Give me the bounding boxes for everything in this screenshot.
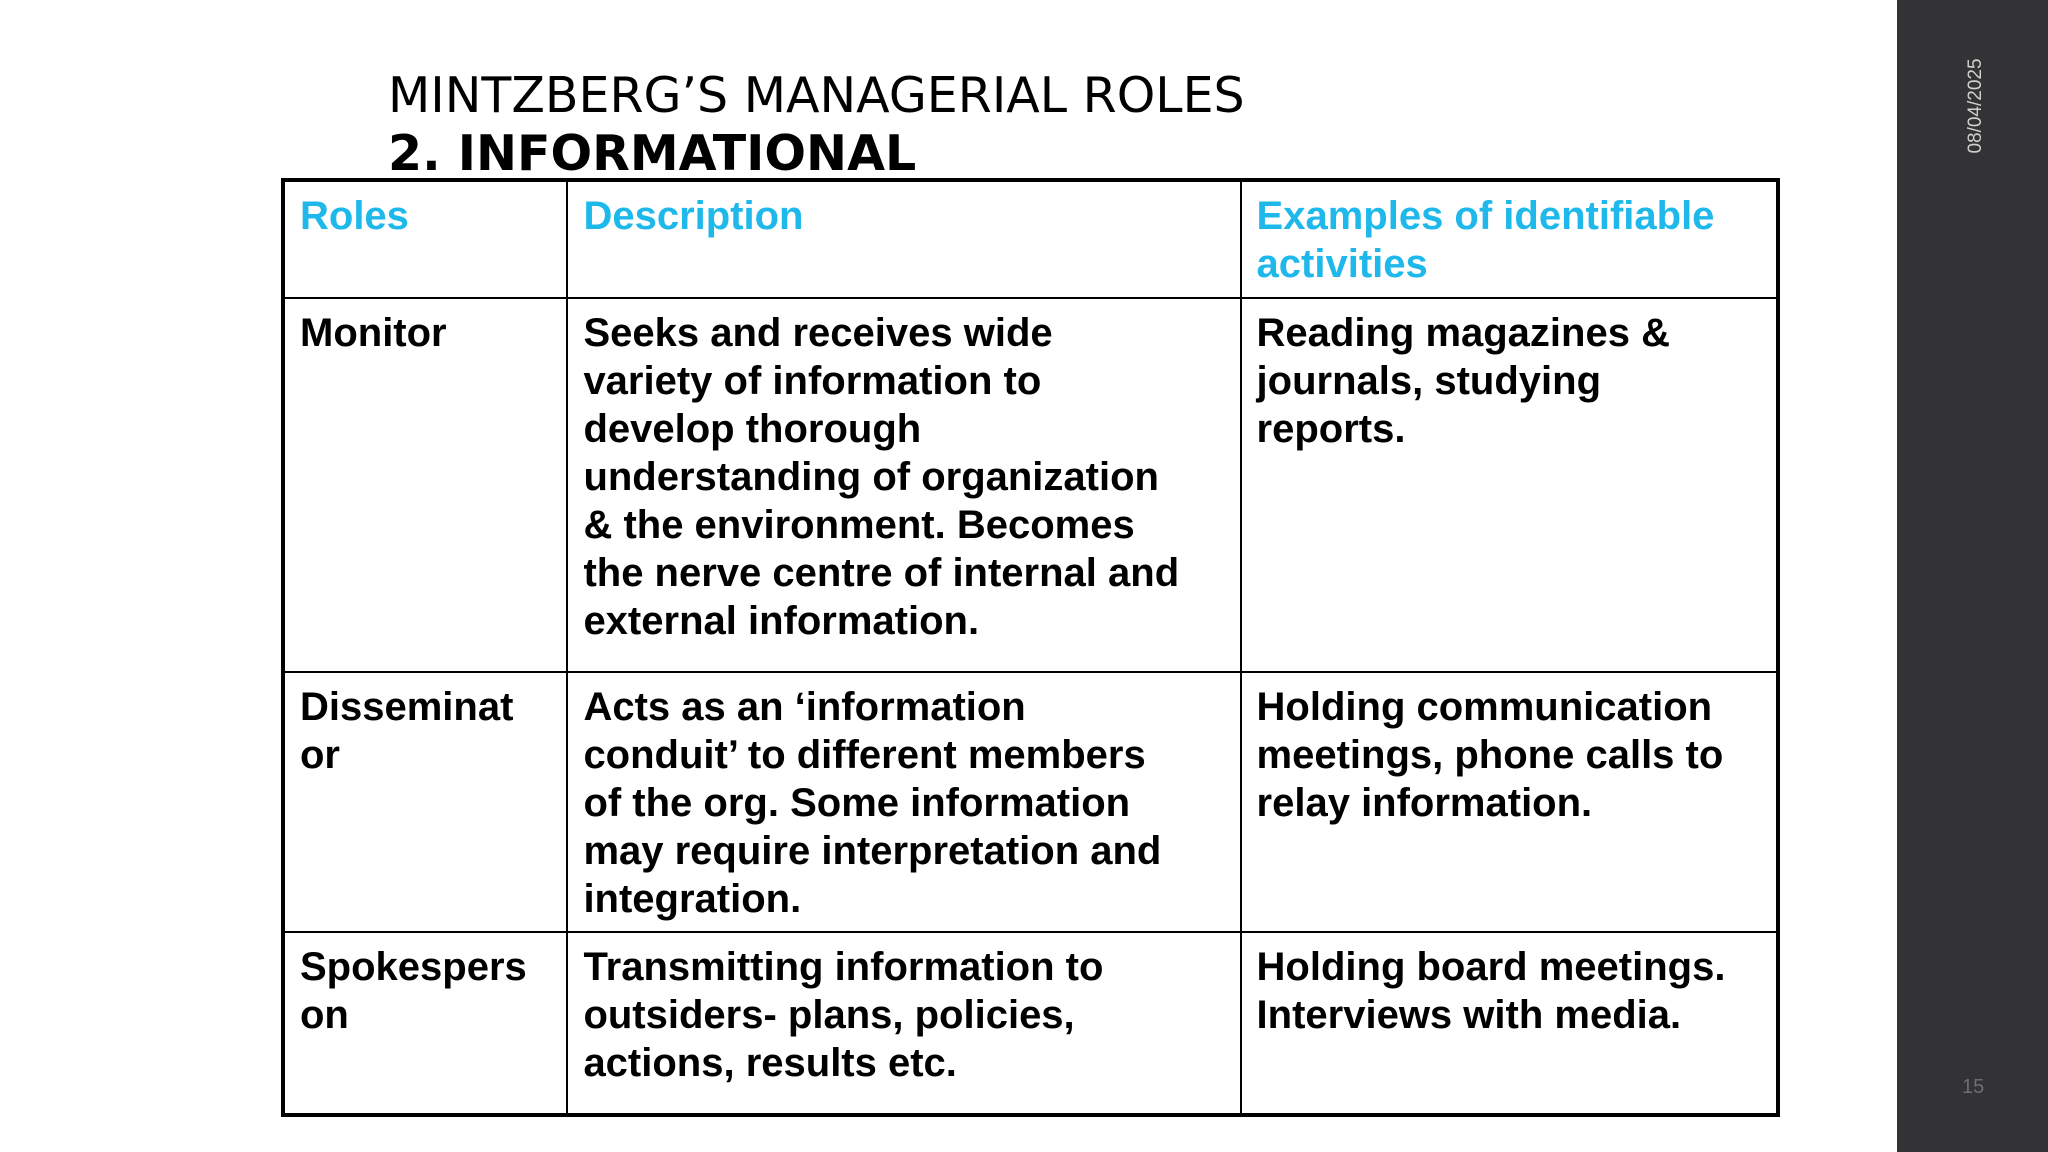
role-cell: Monitor [283,298,567,672]
role-cell: Disseminat or [283,672,567,932]
table-row [283,298,1778,672]
examples-cell: Holding communication meetings, phone calls to relay information. [1241,672,1778,932]
description-cell: Acts as an ‘information conduit’ to different members of the org. Some information may require interpretation and integration. [567,672,1240,932]
informational-roles-table [281,178,1780,1117]
table-row [283,672,1778,932]
description-cell: Transmitting information to outsiders- plans, policies, actions, results etc. [567,932,1240,1115]
examples-cell: Reading magazines & journals, studying reports. [1241,298,1778,672]
slide-title: MINTZBERG’S MANAGERIAL ROLES [388,67,1245,124]
table-row [283,932,1778,1115]
header-description: Description [567,180,1240,298]
examples-cell: Holding board meetings. Interviews with media. [1241,932,1778,1115]
table-header-row [283,180,1778,298]
slide-date: 08/04/2025 [1965,58,1986,154]
header-roles: Roles [283,180,567,298]
header-examples: Examples of identifiable activities [1241,180,1778,298]
role-cell: Spokespers on [283,932,567,1115]
slide-subtitle: 2. INFORMATIONAL [388,125,917,182]
page-number: 15 [1962,1076,1985,1098]
side-panel [1897,0,2048,1152]
description-cell: Seeks and receives wide variety of information to develop thorough understanding of organization & the environment. Becomes the nerve centre of internal and external information. [567,298,1240,672]
